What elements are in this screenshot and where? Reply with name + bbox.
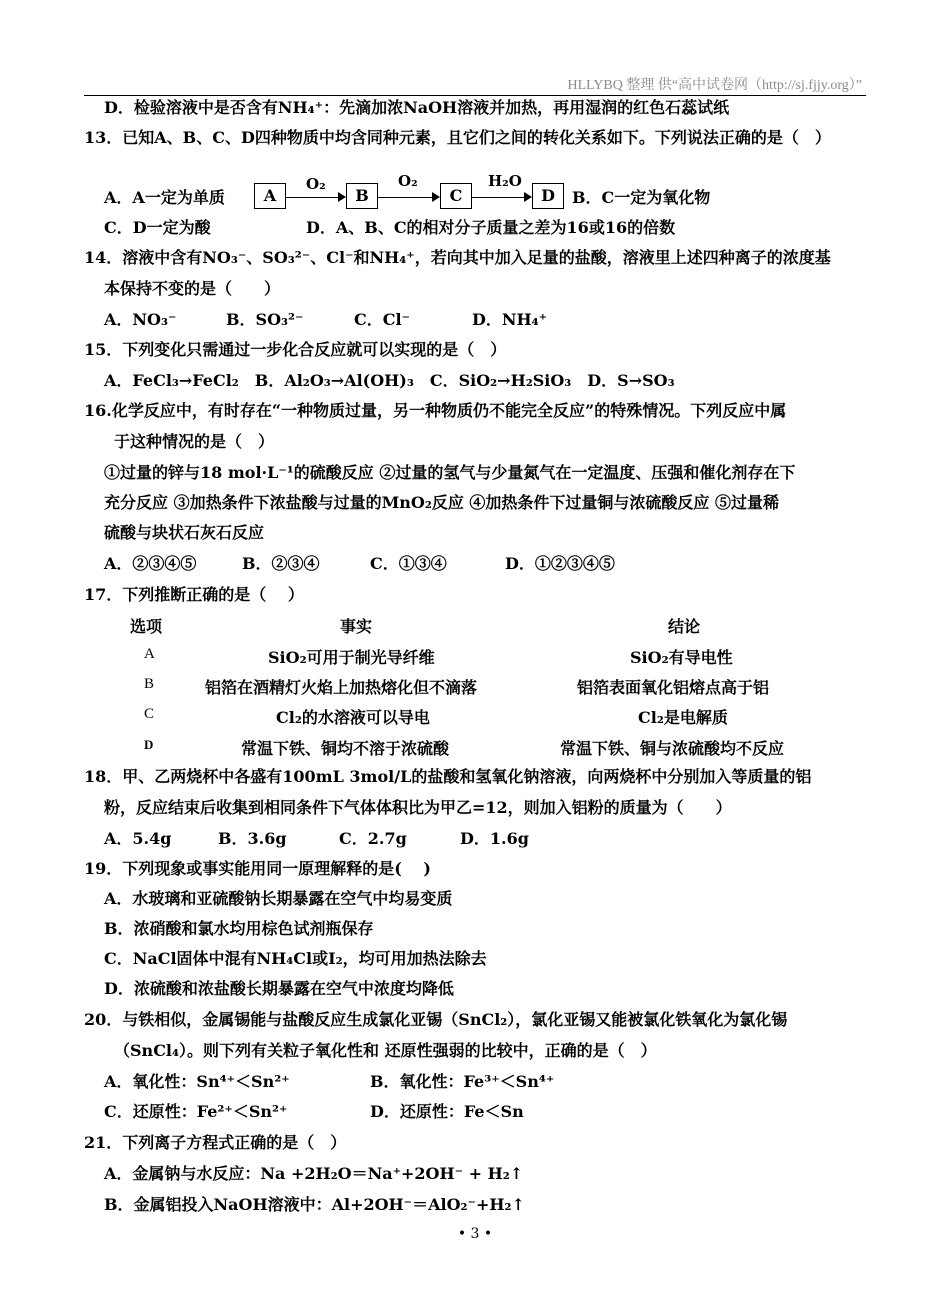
q14-option-c: C．Cl⁻ bbox=[354, 310, 410, 329]
q20-option-d: D．还原性：Fe＜Sn bbox=[370, 1102, 524, 1121]
table-row-a-conclusion: SiO₂有导电性 bbox=[630, 648, 733, 667]
q17-stem: 17．下列推断正确的是（ ） bbox=[84, 585, 304, 604]
q19-stem: 19．下列现象或事实能用同一原理解释的是( ) bbox=[84, 859, 431, 878]
q18-stem: 18．甲、乙两烧杯中各盛有100mL 3mol/L的盐酸和氢氧化钠溶液，向两烧杯中分别加入等质量的铝 bbox=[84, 767, 812, 786]
q13-option-d: D．A、B、C的相对分子质量之差为16或16的倍数 bbox=[306, 218, 676, 237]
q14-stem-cont: 本保持不变的是（ ） bbox=[104, 279, 281, 298]
arrowhead-2 bbox=[432, 192, 440, 202]
q20-option-c: C．还原性：Fe²⁺＜Sn²⁺ bbox=[104, 1102, 288, 1121]
q20-stem-cont: （SnCl₄）。则下列有关粒子氧化性和 还原性强弱的比较中，正确的是（ ） bbox=[114, 1041, 657, 1060]
q19-option-d: D．浓硫酸和浓盐酸长期暴露在空气中浓度均降低 bbox=[104, 979, 454, 998]
q21-stem: 21．下列离子方程式正确的是（ ） bbox=[84, 1133, 347, 1152]
arrowhead-3 bbox=[524, 192, 532, 202]
q16-option-d: D．①②③④⑤ bbox=[505, 554, 615, 573]
box-a: A bbox=[254, 183, 286, 209]
arrow-1 bbox=[286, 197, 342, 198]
table-header-option: 选项 bbox=[130, 617, 163, 636]
table-row-a-fact: SiO₂可用于制光导纤维 bbox=[268, 648, 435, 667]
q19-option-a: A．水玻璃和亚硫酸钠长期暴露在空气中均易变质 bbox=[104, 889, 453, 908]
q20-stem: 20．与铁相似，金属锡能与盐酸反应生成氯化亚锡（SnCl₂），氯化亚锡又能被氯化铁氧化为氯化锡 bbox=[84, 1010, 788, 1029]
page-header: HLLYBQ 整理 供“高中试卷网（http://sj.fjjy.org）” bbox=[567, 78, 862, 93]
q16-stem-cont: 于这种情况的是（ ） bbox=[114, 432, 275, 451]
q20-option-a: A．氧化性：Sn⁴⁺＜Sn²⁺ bbox=[104, 1072, 290, 1091]
q16-stem: 16.化学反应中，有时存在“一种物质过量，另一种物质仍不能完全反应”的特殊情况。下列反应中属 bbox=[84, 401, 787, 420]
q18-stem-cont: 粉，反应结束后收集到相同条件下气体体积比为甲乙=12，则加入铝粉的质量为（ ） bbox=[104, 798, 732, 817]
table-row-b-conclusion: 铝箔表面氧化铝熔点高于铝 bbox=[577, 678, 770, 697]
table-row-b-fact: 铝箔在酒精灯火焰上加热熔化但不滴落 bbox=[205, 678, 478, 697]
q16-items-1: ①过量的锌与18 mol·L⁻¹的硫酸反应 ②过量的氢气与少量氮气在一定温度、压强和催化剂存在下 bbox=[104, 463, 796, 482]
q12-option-d: D．检验溶液中是否含有NH₄⁺：先滴加浓NaOH溶液并加热，再用湿润的红色石蕊试纸 bbox=[104, 98, 730, 117]
table-row-c-label: C bbox=[144, 706, 155, 722]
q15-options: A．FeCl₃→FeCl₂ B．Al₂O₃→Al(OH)₃ C．SiO₂→H₂SiO₃ D．S→SO₃ bbox=[104, 371, 675, 390]
q19-option-b: B．浓硝酸和氯水均用棕色试剂瓶保存 bbox=[104, 919, 374, 938]
q18-option-b: B．3.6g bbox=[218, 829, 287, 848]
arrow-label-3: H₂O bbox=[488, 172, 522, 190]
q16-option-b: B．②③④ bbox=[242, 554, 320, 573]
page-number: • 3 • bbox=[457, 1226, 493, 1242]
table-row-c-conclusion: Cl₂是电解质 bbox=[638, 708, 728, 727]
table-row-c-fact: Cl₂的水溶液可以导电 bbox=[276, 708, 430, 727]
q15-stem: 15．下列变化只需通过一步化合反应就可以实现的是（ ） bbox=[84, 340, 507, 359]
q18-option-a: A．5.4g bbox=[104, 829, 172, 848]
q19-option-c: C．NaCl固体中混有NH₄Cl或I₂，均可用加热法除去 bbox=[104, 949, 487, 968]
table-header-fact: 事实 bbox=[340, 617, 373, 636]
q18-option-d: D．1.6g bbox=[460, 829, 529, 848]
q13-option-b: B．C一定为氧化物 bbox=[572, 188, 711, 207]
q13-option-c: C．D一定为酸 bbox=[104, 218, 211, 237]
q16-items-2: 充分反应 ③加热条件下浓盐酸与过量的MnO₂反应 ④加热条件下过量铜与浓硫酸反应 ⑤过量稀 bbox=[104, 493, 780, 512]
q21-option-b: B．金属铝投入NaOH溶液中：Al+2OH⁻＝AlO₂⁻+H₂↑ bbox=[104, 1195, 525, 1214]
table-row-d-conclusion: 常温下铁、铜与浓硫酸均不反应 bbox=[560, 739, 785, 758]
q18-option-c: C．2.7g bbox=[339, 829, 407, 848]
table-row-d-fact: 常温下铁、铜均不溶于浓硫酸 bbox=[241, 739, 450, 758]
arrow-3 bbox=[472, 197, 528, 198]
table-row-b-label: B bbox=[144, 676, 155, 692]
q21-option-a: A．金属钠与水反应：Na +2H₂O＝Na⁺+2OH⁻ + H₂↑ bbox=[104, 1164, 524, 1183]
q13-stem: 13．已知A、B、C、D四种物质中均含同种元素，且它们之间的转化关系如下。下列说法正确的是（ ） bbox=[84, 128, 831, 147]
table-header-conclusion: 结论 bbox=[668, 617, 701, 636]
box-b: B bbox=[346, 183, 378, 209]
q14-stem: 14．溶液中含有NO₃⁻、SO₃²⁻、Cl⁻和NH₄⁺，若向其中加入足量的盐酸，溶液里上述四种离子的浓度基 bbox=[84, 248, 831, 267]
table-row-d-label: D bbox=[144, 737, 154, 752]
arrow-2 bbox=[378, 197, 436, 198]
arrow-label-1: O₂ bbox=[306, 175, 326, 193]
header-rule bbox=[84, 95, 866, 96]
q13-option-a: A．A一定为单质 bbox=[104, 188, 225, 207]
q14-option-d: D．NH₄⁺ bbox=[472, 310, 548, 329]
arrow-label-2: O₂ bbox=[398, 172, 418, 190]
q16-items-3: 硫酸与块状石灰石反应 bbox=[104, 523, 265, 542]
arrowhead-1 bbox=[338, 192, 346, 202]
table-row-a-label: A bbox=[144, 646, 155, 662]
q16-option-c: C．①③④ bbox=[370, 554, 447, 573]
q14-option-b: B．SO₃²⁻ bbox=[226, 310, 304, 329]
q16-option-a: A．②③④⑤ bbox=[104, 554, 197, 573]
q20-option-b: B．氧化性：Fe³⁺＜Sn⁴⁺ bbox=[370, 1072, 555, 1091]
q14-option-a: A．NO₃⁻ bbox=[104, 310, 177, 329]
box-d: D bbox=[532, 183, 564, 209]
box-c: C bbox=[440, 183, 472, 209]
